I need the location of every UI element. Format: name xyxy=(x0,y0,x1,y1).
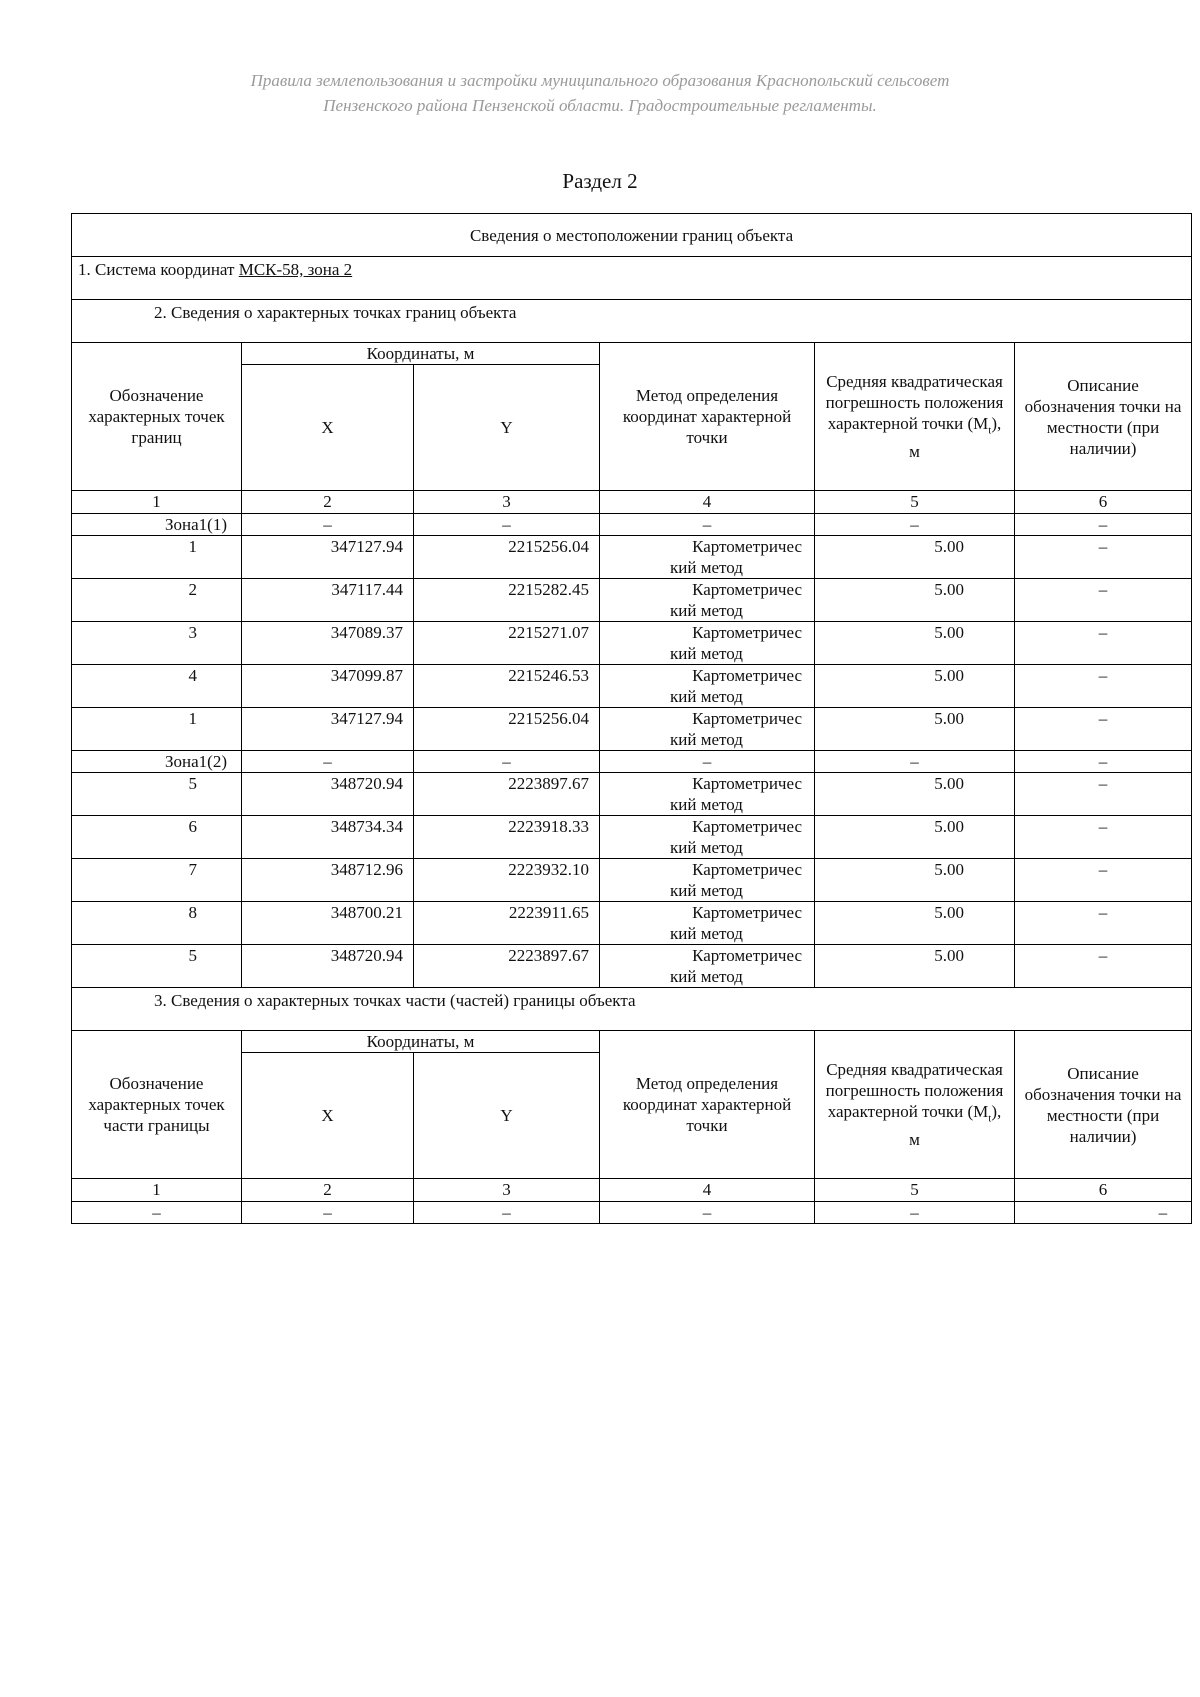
zone-label: Зона1(2) xyxy=(72,751,242,773)
error-value: 5.00 xyxy=(815,945,1015,988)
column-number: 1 xyxy=(72,491,242,514)
dash-cell: – xyxy=(1015,751,1192,773)
method-line-1: Картометричес xyxy=(692,946,802,965)
column-number: 2 xyxy=(242,491,414,514)
method-line-1: Картометричес xyxy=(692,817,802,836)
method-line-1: Картометричес xyxy=(692,537,802,556)
method-line-1: Картометричес xyxy=(692,666,802,685)
dash-cell: – xyxy=(1015,579,1192,622)
error-value: 5.00 xyxy=(815,708,1015,751)
header-x: X xyxy=(242,365,414,491)
coord-system-value: МСК-58, зона 2 xyxy=(238,260,353,279)
dash-cell: – xyxy=(414,751,600,773)
point-number: 5 xyxy=(72,773,242,816)
method-cell xyxy=(600,859,815,902)
point-number: 4 xyxy=(72,665,242,708)
column-number-row xyxy=(72,1179,1192,1202)
column-number: 4 xyxy=(600,1179,815,1202)
dash-cell: – xyxy=(242,514,414,536)
column-number: 5 xyxy=(815,1179,1015,1202)
coord-y: 2215256.04 xyxy=(414,708,600,751)
method-line-2: кий метод xyxy=(670,644,743,663)
coord-y: 2223918.33 xyxy=(414,816,600,859)
coord-x: 348712.96 xyxy=(242,859,414,902)
dash-cell: – xyxy=(1015,902,1192,945)
header-error-part: Средняя квадратическая погрешность положения характерной точки $(M_t)$, м xyxy=(815,1031,1015,1179)
dash-cell: – xyxy=(1015,622,1192,665)
document-header xyxy=(0,68,1200,118)
coord-y: 2223897.67 xyxy=(414,773,600,816)
method-line-1: Картометричес xyxy=(692,860,802,879)
error-value: 5.00 xyxy=(815,773,1015,816)
coord-y: 2223897.67 xyxy=(414,945,600,988)
error-value: 5.00 xyxy=(815,816,1015,859)
point-number: 8 xyxy=(72,902,242,945)
error-value: 5.00 xyxy=(815,665,1015,708)
dash-cell: – xyxy=(1015,708,1192,751)
coord-x: 348720.94 xyxy=(242,773,414,816)
point-number: 6 xyxy=(72,816,242,859)
coord-x: 347089.37 xyxy=(242,622,414,665)
method-line-2: кий метод xyxy=(670,838,743,857)
error-value: 5.00 xyxy=(815,859,1015,902)
dash-cell: – xyxy=(1015,1202,1192,1224)
coord-y: 2223932.10 xyxy=(414,859,600,902)
dash-cell: – xyxy=(414,514,600,536)
header-y-part: Y xyxy=(414,1053,600,1179)
coord-x: 347127.94 xyxy=(242,536,414,579)
dash-cell: – xyxy=(414,1202,600,1224)
method-line-2: кий метод xyxy=(670,558,743,577)
column-number: 6 xyxy=(1015,491,1192,514)
boundary-table xyxy=(71,213,1192,1224)
column-number: 3 xyxy=(414,1179,600,1202)
method-line-1: Картометричес xyxy=(692,580,802,599)
header-error: Средняя квадратическая погрешность положения характерной точки $(M_t)$, м xyxy=(815,343,1015,491)
dash-cell: – xyxy=(815,1202,1015,1224)
dash-cell: – xyxy=(815,514,1015,536)
point-number: 2 xyxy=(72,579,242,622)
dash-cell: – xyxy=(72,1202,242,1224)
point-number: 1 xyxy=(72,536,242,579)
coord-x: 348734.34 xyxy=(242,816,414,859)
dash-cell: – xyxy=(1015,773,1192,816)
method-cell xyxy=(600,945,815,988)
coord-x: 347117.44 xyxy=(242,579,414,622)
column-number: 2 xyxy=(242,1179,414,1202)
point-number: 5 xyxy=(72,945,242,988)
coord-y: 2215271.07 xyxy=(414,622,600,665)
error-value: 5.00 xyxy=(815,902,1015,945)
dash-cell: – xyxy=(815,751,1015,773)
table-row xyxy=(72,708,1192,751)
section-title: Раздел 2 xyxy=(562,169,638,193)
method-line-1: Картометричес xyxy=(692,774,802,793)
method-line-2: кий метод xyxy=(670,687,743,706)
dash-cell: – xyxy=(1015,816,1192,859)
table-row xyxy=(72,536,1192,579)
part2-title: 2. Сведения о характерных точках границ объекта xyxy=(72,300,1192,343)
method-cell xyxy=(600,536,815,579)
dash-cell: – xyxy=(242,1202,414,1224)
method-line-2: кий метод xyxy=(670,924,743,943)
table-row xyxy=(72,816,1192,859)
coord-y: 2215246.53 xyxy=(414,665,600,708)
column-number: 5 xyxy=(815,491,1015,514)
dash-cell: – xyxy=(242,751,414,773)
header-designation-part: Обозначение характерных точек части границы xyxy=(72,1031,242,1179)
coord-y: 2215282.45 xyxy=(414,579,600,622)
coord-x: 347099.87 xyxy=(242,665,414,708)
part3-title: 3. Сведения о характерных точках части (частей) границы объекта xyxy=(72,988,1192,1031)
error-value: 5.00 xyxy=(815,622,1015,665)
header-designation: Обозначение характерных точек границ xyxy=(72,343,242,491)
method-line-2: кий метод xyxy=(670,795,743,814)
coord-y: 2215256.04 xyxy=(414,536,600,579)
table-row xyxy=(72,622,1192,665)
method-line-2: кий метод xyxy=(670,967,743,986)
table-row xyxy=(72,859,1192,902)
method-line-1: Картометричес xyxy=(692,903,802,922)
coord-y: 2223911.65 xyxy=(414,902,600,945)
column-number: 1 xyxy=(72,1179,242,1202)
method-line-1: Картометричес xyxy=(692,709,802,728)
method-line-1: Картометричес xyxy=(692,623,802,642)
method-cell xyxy=(600,773,815,816)
header-description: Описание обозначения точки на местности (при наличии) xyxy=(1015,343,1192,491)
dash-cell: – xyxy=(1015,665,1192,708)
point-number: 7 xyxy=(72,859,242,902)
table-title: Сведения о местоположении границ объекта xyxy=(72,214,1192,257)
dash-cell: – xyxy=(1015,536,1192,579)
method-cell xyxy=(600,708,815,751)
dash-cell: – xyxy=(1015,514,1192,536)
method-line-2: кий метод xyxy=(670,730,743,749)
zone-row xyxy=(72,751,1192,773)
method-cell xyxy=(600,579,815,622)
header-method-part: Метод определения координат характерной точки xyxy=(600,1031,815,1179)
header-method: Метод определения координат характерной точки xyxy=(600,343,815,491)
method-cell xyxy=(600,622,815,665)
dash-cell: – xyxy=(600,514,815,536)
method-cell xyxy=(600,816,815,859)
coord-x: 347127.94 xyxy=(242,708,414,751)
table-row xyxy=(72,579,1192,622)
header-x-part: X xyxy=(242,1053,414,1179)
coord-system-label: 1. Система координат xyxy=(78,260,239,279)
method-cell xyxy=(600,902,815,945)
error-value: 5.00 xyxy=(815,536,1015,579)
column-number: 4 xyxy=(600,491,815,514)
zone-row xyxy=(72,514,1192,536)
method-line-2: кий метод xyxy=(670,601,743,620)
zone-label: Зона1(1) xyxy=(72,514,242,536)
dash-cell: – xyxy=(1015,945,1192,988)
method-line-2: кий метод xyxy=(670,881,743,900)
header-coordinates-part: Координаты, м xyxy=(242,1031,600,1053)
header-description-part: Описание обозначения точки на местности (при наличии) xyxy=(1015,1031,1192,1179)
point-number: 3 xyxy=(72,622,242,665)
column-number: 6 xyxy=(1015,1179,1192,1202)
header-line-1: Правила землепользования и застройки муниципального образования Краснопольский сельсовет xyxy=(250,71,950,90)
header-y: Y xyxy=(414,365,600,491)
coord-system-row xyxy=(72,257,1192,300)
dash-cell: – xyxy=(1015,859,1192,902)
error-value: 5.00 xyxy=(815,579,1015,622)
header-coordinates: Координаты, м xyxy=(242,343,600,365)
header-line-2: Пензенского района Пензенской области. Градостроительные регламенты. xyxy=(323,96,877,115)
coord-x: 348700.21 xyxy=(242,902,414,945)
table-row xyxy=(72,902,1192,945)
column-number-row xyxy=(72,491,1192,514)
table-row xyxy=(72,945,1192,988)
table-row xyxy=(72,665,1192,708)
dash-cell: – xyxy=(600,1202,815,1224)
dash-cell: – xyxy=(600,751,815,773)
method-cell xyxy=(600,665,815,708)
table-row xyxy=(72,773,1192,816)
coord-x: 348720.94 xyxy=(242,945,414,988)
column-number: 3 xyxy=(414,491,600,514)
point-number: 1 xyxy=(72,708,242,751)
empty-part-row xyxy=(72,1202,1192,1224)
